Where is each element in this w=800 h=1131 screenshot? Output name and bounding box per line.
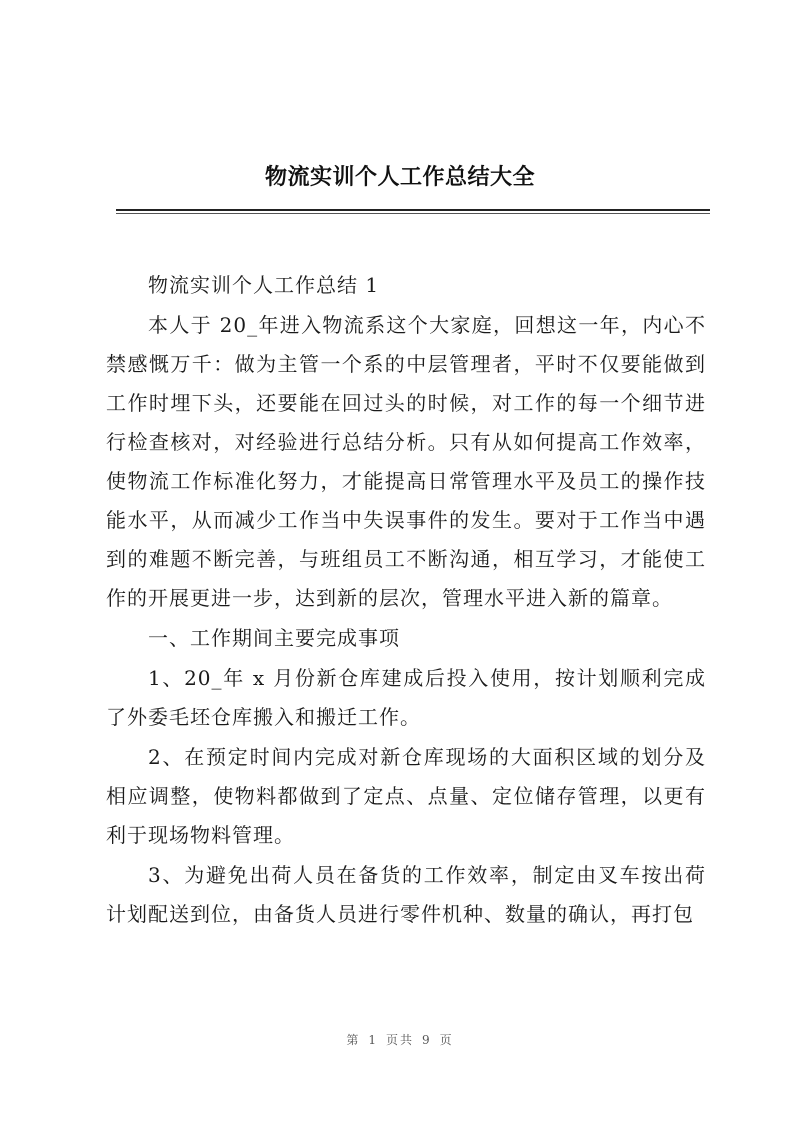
title-divider xyxy=(116,209,710,211)
body-paragraph: 2、在预定时间内完成对新仓库现场的大面积区域的划分及相应调整，使物料都做到了定点、点量、定位储存管理，以更有利于现场物料管理。 xyxy=(106,745,706,847)
page-footer xyxy=(0,1031,800,1049)
section-heading: 物流实训个人工作总结 1 xyxy=(148,273,380,297)
body-paragraph: 3、为避免出荷人员在备货的工作效率，制定由叉车按出荷计划配送到位，由备货人员进行零件机种、数量的确认，再打包 xyxy=(106,863,706,926)
footer-suffix: 页 xyxy=(439,1033,454,1047)
body-paragraph: 本人于 20_年进入物流系这个大家庭，回想这一年，内心不禁感慨万千：做为主管一个系的中层管理者，平时不仅要能做到工作时埋下头，还要能在回过头的时候，对工作的每一个细节进行检查核对，对经验进行总结分析。只有从如何提高工作效率，使物流工作标准化努力，才能提高日常管理水平及员工的操作技能水平，从而减少工作当中失误事件的发生。要对于工作当中遇到的难题不断完善，与班组员工不断沟通，相互学习，才能使工作的开展更进一步，达到新的层次，管理水平进入新的篇章。 xyxy=(106,313,706,610)
section-heading: 一、工作期间主要完成事项 xyxy=(148,626,400,650)
footer-current-page: 1 xyxy=(368,1033,378,1047)
body-paragraph: 1、20_年 x 月份新仓库建成后投入使用，按计划顺利完成了外委毛坯仓库搬入和搬迁工作。 xyxy=(106,666,706,729)
footer-prefix: 第 xyxy=(346,1033,361,1047)
footer-total-pages: 9 xyxy=(422,1033,432,1047)
footer-middle: 页共 xyxy=(385,1033,414,1047)
document-title: 物流实训个人工作总结大全 xyxy=(264,165,535,190)
document-body xyxy=(106,266,706,934)
